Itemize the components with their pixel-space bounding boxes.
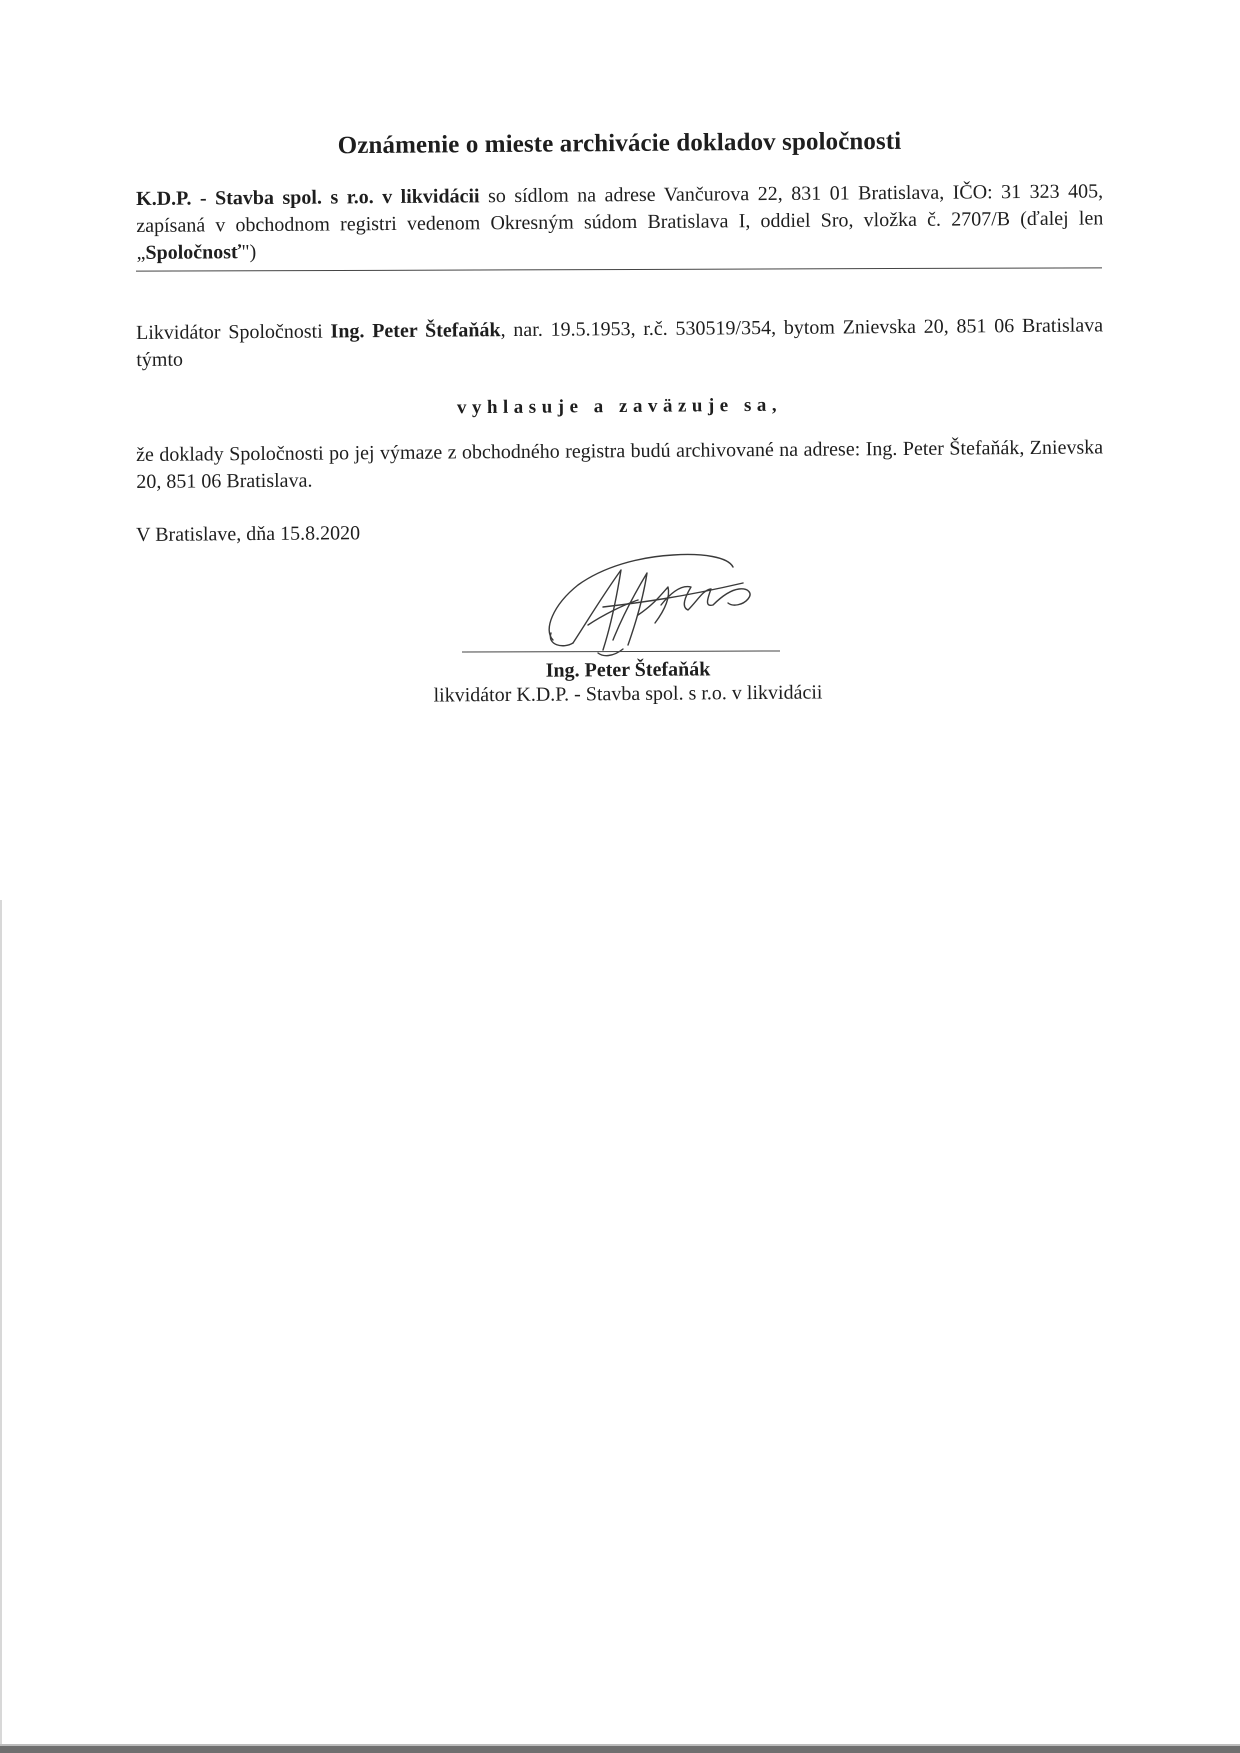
signatory-name: Ing. Peter Štefaňák (545, 658, 711, 682)
place-date: V Bratislave, dňa 15.8.2020 (136, 522, 361, 546)
liquidator-prefix: Likvidátor Spoločnosti (136, 320, 331, 344)
company-short-name: Spoločnosť (145, 241, 242, 264)
company-name: K.D.P. - Stavba spol. s r.o. v likvidácii (136, 185, 480, 210)
company-paragraph (136, 178, 1104, 269)
scan-left-edge (0, 900, 2, 1753)
document-title: Oznámenie o mieste archivácie dokladov spoločnosti (337, 127, 902, 160)
signatory-role: likvidátor K.D.P. - Stavba spol. s r.o. v likvidácii (433, 681, 823, 707)
document-content (136, 127, 1104, 547)
company-short-close: ") (241, 241, 257, 264)
declaration: vyhlasuje a zaväzuje sa, (456, 394, 783, 419)
scan-bottom-edge (0, 1746, 1240, 1753)
liquidator-details: , nar. 19.5.1953, r.č. 530519/354, bytom Znievska 20, 851 06 Bratislava týmto (136, 314, 1104, 371)
company-details: so sídlom na adrese Vančurova 22, 831 01 Bratislava, IČO: 31 323 405, zapísaná v obchodnom registri vedenom Okresným súdom Bratislava I, oddiel Sro, vložka č. 2707/B (ďalej len „ (136, 180, 1104, 264)
company-underline (136, 267, 1102, 271)
archive-statement: že doklady Spoločnosti po jej výmaze z obchodného registra budú archivované na adrese: Ing. Peter Štefaňák, Znievska 20, 851 06 Bratislava. (136, 436, 1104, 493)
liquidator-paragraph (136, 312, 1103, 374)
signature-block (398, 545, 823, 720)
liquidator-name: Ing. Peter Štefaňák (330, 319, 501, 343)
handwritten-signature (543, 545, 768, 665)
